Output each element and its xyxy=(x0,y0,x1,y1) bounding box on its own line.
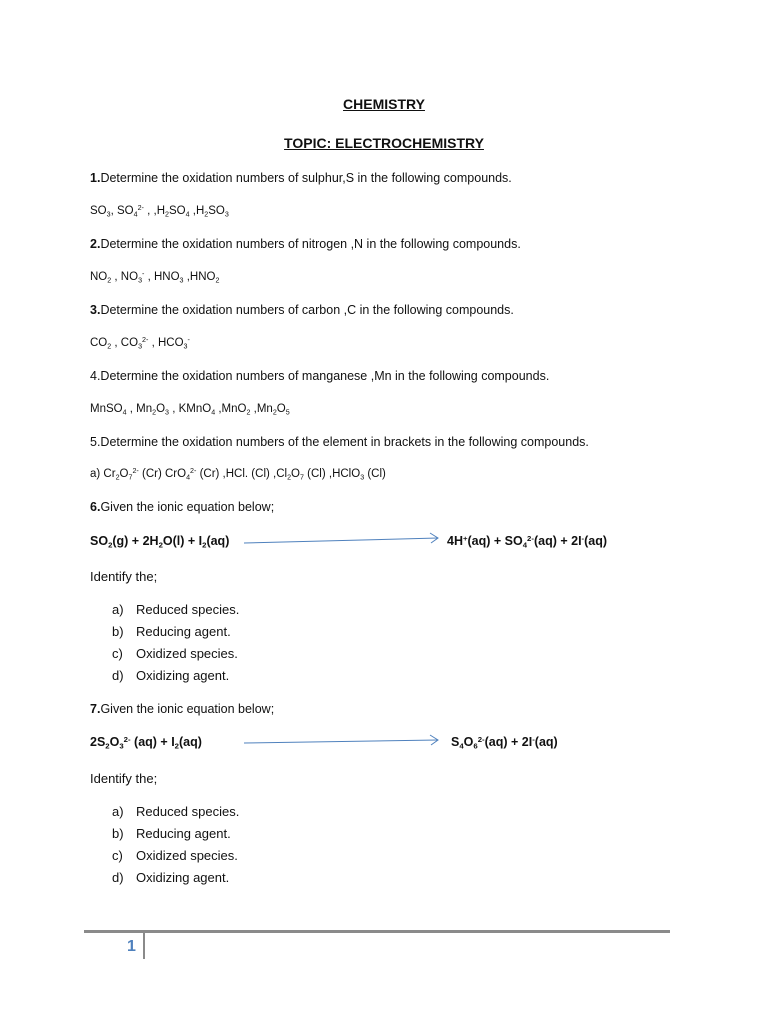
question-3-number: 3. xyxy=(90,303,101,317)
question-2-text: Determine the oxidation numbers of nitrogen ,N in the following compounds. xyxy=(100,237,521,251)
equation-7-arrow xyxy=(242,733,442,749)
question-5-text: 5.Determine the oxidation numbers of the element in brackets in the following compounds. xyxy=(90,435,589,449)
equation-7-products: $S_4O_6^{2-}(aq) + 2I^-(aq)$ xyxy=(451,734,558,751)
option-b: b) Reducing agent. xyxy=(112,826,231,841)
equation-6-products: $4H^+(aq) + SO_4^{2-}(aq) + 2I^-(aq)$ xyxy=(447,533,608,550)
question-2-formulas: $NO_2$ , $NO_3^-$ , $HNO_3$ $,HNO_2$ xyxy=(90,270,220,285)
question-3 xyxy=(90,303,514,317)
question-7-text: Given the ionic equation below; xyxy=(100,702,275,716)
question-6-number: 6. xyxy=(90,500,101,514)
question-7 xyxy=(90,702,274,716)
question-3-text: Determine the oxidation numbers of carbon ,C in the following compounds. xyxy=(100,303,514,317)
equation-6-arrow xyxy=(242,531,442,547)
footer-divider xyxy=(84,930,670,933)
question-1 xyxy=(90,171,512,185)
topic-title: TOPIC: ELECTROCHEMISTRY xyxy=(284,135,484,151)
question-4-formulas: MnSO$_4$ , $Mn_2O_3$ , KMnO$_4$ ,MnO$_2$ $,Mn_2O_5$ xyxy=(90,403,290,417)
question-1-number: 1. xyxy=(90,171,101,185)
equation-7-reactants: $2S_2O_3^{2-}$ $(aq) + I_2(aq)$ xyxy=(90,734,202,751)
page-number-divider xyxy=(143,933,145,959)
question-2 xyxy=(90,237,521,251)
option-d: d) Oxidizing agent. xyxy=(112,870,230,885)
page-number: 1 xyxy=(127,938,136,955)
question-4-text: 4.Determine the oxidation numbers of manganese ,Mn in the following compounds. xyxy=(90,369,550,383)
option-b: b) Reducing agent. xyxy=(112,624,231,639)
question-7-options xyxy=(112,801,239,889)
question-1-text: Determine the oxidation numbers of sulphur,S in the following compounds. xyxy=(100,171,512,185)
question-2-number: 2. xyxy=(90,237,101,251)
question-1-formulas: $SO_3$, $SO_4^{2-}$ , $,H_2SO_4$ $,H_2SO_3$ xyxy=(90,204,229,219)
subject-title: CHEMISTRY xyxy=(343,96,425,112)
question-6 xyxy=(90,500,274,514)
question-7-identify: Identify the; xyxy=(90,771,158,786)
question-5-formulas: a) $Cr_2O_7^{2-}$ (Cr) CrO$_4^{2-}$ (Cr) ,HCl. (Cl) $,Cl_2O_7$ (Cl) ,HClO$_3$ (Cl) xyxy=(90,467,386,482)
option-d: d) Oxidizing agent. xyxy=(112,668,230,683)
question-7-number: 7. xyxy=(90,702,101,716)
equation-6-reactants: $SO_2(g) + 2H_2O(l) + I_2(aq)$ xyxy=(90,534,230,550)
option-c: c) Oxidized species. xyxy=(112,646,238,661)
question-6-identify: Identify the; xyxy=(90,569,158,584)
option-a: a) Reduced species. xyxy=(112,804,240,819)
option-c: c) Oxidized species. xyxy=(112,848,238,863)
question-3-formulas: $CO_2$ , $CO_3^{2-}$ , $HCO_3^-$ xyxy=(90,336,190,351)
option-a: a) Reduced species. xyxy=(112,602,240,617)
question-6-options xyxy=(112,599,239,687)
question-6-text: Given the ionic equation below; xyxy=(100,500,275,514)
